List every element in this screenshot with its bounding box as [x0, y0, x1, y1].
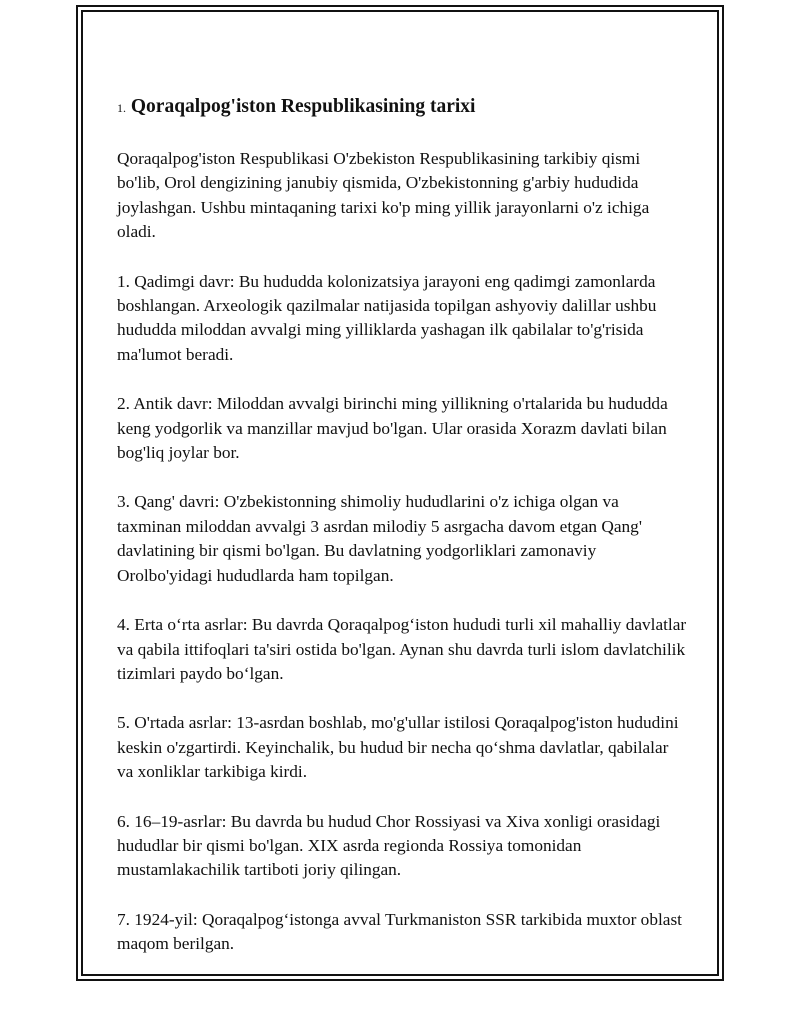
document-body	[117, 93, 687, 982]
paragraph-16-19-centuries: 6. 16–19-asrlar: Bu davrda bu hudud Chor Rossiyasi va Xiva xonligi orasidagi hududlar bir qismi bo'lgan. XIX asrda regionda Rossiya tomonidan mustamlakachilik tartiboti joriy qilingan.	[117, 811, 661, 880]
paragraph-antique-period: 2. Antik davr: Miloddan avvalgi birinchi ming yillikning o'rtalarida bu hududda keng yodgorlik va manzillar mavjud bo'lgan. Ular orasida Xorazm davlati bilan bog'liq joylar bor.	[117, 394, 668, 463]
intro-paragraph: Qoraqalpog'iston Respublikasi O'zbekiston Respublikasining tarkibiy qismi bo'lib, Orol dengizining janubiy qismida, O'zbekistonning g'arbiy hududida joylashgan. Ushbu mintaqaning tarixi ko'p ming yillik jarayonlarni o'z ichiga oladi.	[117, 149, 650, 242]
paragraph-kang-period: 3. Qang' davri: O'zbekistonning shimoliy hududlarini o'z ichiga olgan va taxminan miloddan avvalgi 3 asrdan milodiy 5 asrgacha davom etgan Qang' davlatining bir qismi bo'lgan. Bu davlatning yodgorliklari zamonaviy Orolbo'yidagi hududlarda ham topilgan.	[117, 492, 642, 585]
heading-number: 1.	[117, 101, 126, 115]
paragraph-1924: 7. 1924-yil: Qoraqalpog‘istonga avval Turkmaniston SSR tarkibida muxtor oblast maqom berilgan.	[117, 909, 682, 954]
heading-title: Qoraqalpog'iston Respublikasining tarixi	[130, 96, 476, 117]
paragraph-early-middle-ages: 4. Erta o‘rta asrlar: Bu davrda Qoraqalpog‘iston hududi turli xil mahalliy davlatlar va qabila ittifoqlari ta'siri ostida bo'lgan. Aynan shu davrda turli islom davlatchilik tizimlari paydo bo‘lgan.	[117, 615, 687, 683]
document-heading	[117, 93, 687, 122]
paragraph-middle-ages: 5. O'rtada asrlar: 13-asrdan boshlab, mo'g'ullar istilosi Qoraqalpog'iston hududini keskin o'zgartirdi. Keyinchalik, bu hudud bir necha qo‘shma davlatlar, qabilalar va xonliklar tarkibiga kirdi.	[117, 713, 679, 782]
paragraph-ancient-period: 1. Qadimgi davr: Bu hududda kolonizatsiya jarayoni eng qadimgi zamonlarda boshlangan. Arxeologik qazilmalar natijasida topilgan ashyoviy dalillar ushbu hududda miloddan avvalgi ming yilliklarda yashagan ilk qabilalar to'g'risida ma'lumot beradi.	[117, 271, 657, 364]
